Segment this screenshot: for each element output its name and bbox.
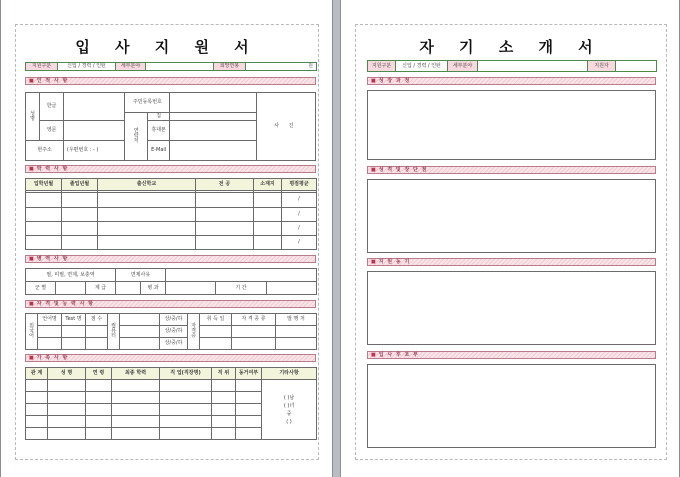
license-type-header: 자 격 종 류 [232,314,276,326]
note-line-male: ( )남 [283,394,295,401]
gpa-cell[interactable]: / [282,235,317,249]
family-table [25,367,317,440]
section-personal-label: 인 적 사 항 [36,78,69,84]
name-en-field[interactable] [63,121,125,141]
dept-value[interactable] [146,63,214,71]
branch-label: 군 별 [26,282,56,295]
computer-level-2[interactable]: 상/중/하 [160,326,188,338]
section-certs-label: 자 격 및 능 력 사 항 [36,301,94,307]
table-row [26,380,317,392]
resident-no-field[interactable] [170,93,256,113]
exempt-reason-label: 면제사유 [116,269,166,282]
application-top-bar [25,62,317,71]
growth-textarea[interactable] [367,90,656,160]
score-header: 점 수 [86,314,108,326]
period-label: 기 간 [216,282,266,295]
section-education [25,165,316,173]
family-header-age: 연 령 [86,368,112,380]
exempt-reason-field[interactable] [166,269,317,282]
section-education-label: 학 력 사 항 [36,166,69,172]
dept-value[interactable] [478,61,588,72]
section-growth [367,77,656,85]
lang-name-header: 언어명 [38,314,62,326]
salary-label: 희망연봉 [214,63,246,71]
note-line-extra: ( ) [286,418,292,425]
applicant-value[interactable] [616,61,657,72]
postal-field[interactable]: (우편번호 : - ) [63,141,125,161]
application-title: 입 사 지 원 서 [75,38,259,56]
gpa-cell[interactable]: / [282,207,317,221]
bullet-icon: ■ [371,259,377,265]
family-header-education: 최종 학력 [112,368,160,380]
name-ko-field[interactable] [63,93,125,121]
computer-field-1[interactable] [120,314,160,326]
home-phone-field[interactable] [170,113,256,121]
bullet-icon: ■ [371,352,377,358]
bullet-icon: ■ [29,78,35,84]
section-military [25,255,316,263]
service-type-field[interactable] [166,282,216,295]
resident-no-label: 주민등록번호 [125,93,170,113]
mobile-field[interactable] [170,121,256,141]
family-header-job: 직 업(직장명) [160,368,212,380]
education-table [25,178,317,250]
computer-field-2[interactable] [120,326,160,338]
applicant-label: 지원자 [588,61,616,72]
edu-header-graduation: 졸업년월 [62,179,98,191]
field-label: 지원구분 [26,63,58,71]
computer-field-3[interactable] [120,338,160,350]
rank-label: 계 급 [86,282,116,295]
name-label: 성 명 [26,93,40,141]
aspiration-textarea[interactable] [367,364,656,448]
service-type-label: 병 과 [141,282,166,295]
contact-label: 연 락 처 [125,113,147,161]
edu-header-school: 출신학교 [98,179,196,191]
military-table [25,268,317,295]
family-header-notes: 기타사항 [262,368,317,380]
issuer-header: 발 행 처 [276,314,317,326]
section-family-label: 가 족 사 항 [36,355,69,361]
self-intro-title: 자 기 소 개 서 [419,38,603,56]
salary-value[interactable]: 원 [246,63,317,71]
field-value[interactable]: 신입 / 경력 / 인턴 [58,63,116,71]
computer-label: 컴 퓨 터 [108,314,120,350]
family-header-relation: 관 계 [26,368,48,380]
photo-box[interactable]: 사 진 [256,93,315,161]
computer-level-3[interactable]: 상/중/하 [160,338,188,350]
email-label: E-Mail [147,141,169,161]
family-header-cohabit: 동거여부 [236,368,262,380]
lang-label: 외 국 어 [26,314,38,350]
section-family [25,354,316,362]
certs-table [25,313,317,350]
personality-textarea[interactable] [367,179,656,253]
bullet-icon: ■ [29,256,35,262]
section-aspiration-label: 입 사 후 포 부 [378,352,419,358]
dept-label: 세부분야 [448,61,478,72]
table-row [26,193,317,207]
section-motivation-label: 지 원 동 기 [378,259,411,265]
rank-field[interactable] [116,282,141,295]
section-aspiration [367,351,656,359]
section-personal [25,77,316,85]
dept-label: 세부분야 [116,63,146,71]
family-notes-cell[interactable] [262,380,317,440]
table-row [26,207,317,221]
email-field[interactable] [170,141,256,161]
name-en-label: 영문 [40,121,64,141]
bullet-icon: ■ [371,78,377,84]
license-label: 자 격 증 [188,314,200,350]
branch-field[interactable] [56,282,86,295]
edu-header-major: 전 공 [196,179,254,191]
gpa-cell[interactable]: / [282,221,317,235]
section-motivation [367,258,656,266]
section-growth-label: 성 장 과 정 [378,78,411,84]
field-label: 지원구분 [368,61,396,72]
gpa-cell[interactable]: / [282,193,317,207]
section-certs [25,300,316,308]
period-field[interactable] [266,282,316,295]
self-introduction-page [340,0,680,477]
address-label: 현주소 [26,141,64,161]
acquired-header: 취 득 일 [200,314,232,326]
motivation-textarea[interactable] [367,271,656,345]
edu-header-admission: 입학년월 [26,179,62,191]
personal-info-table [25,92,316,161]
edu-header-location: 소재지 [254,179,282,191]
military-status[interactable]: 필, 미필, 면제, 보충역 [26,269,116,282]
table-row [26,221,317,235]
note-line-middle: 중 [286,410,292,417]
test-name-header: Test 명 [62,314,86,326]
bullet-icon: ■ [29,166,35,172]
self-intro-top-bar [367,60,657,72]
edu-header-gpa: 평점평균 [282,179,317,191]
note-line-female: ( )녀 [283,402,295,409]
mobile-label: 휴대폰 [147,121,169,141]
section-personality [367,166,656,174]
application-form-page [0,0,333,477]
table-row [26,235,317,249]
bullet-icon: ■ [371,167,377,173]
family-header-name: 성 명 [48,368,86,380]
bullet-icon: ■ [29,301,35,307]
home-phone-label: 집 [147,113,169,121]
section-personality-label: 성 격 및 장 단 점 [378,167,428,173]
field-value[interactable]: 신입 / 경력 / 인턴 [396,61,448,72]
name-ko-label: 한글 [40,93,64,121]
computer-level-1[interactable]: 상/중/하 [160,314,188,326]
family-header-position: 직 위 [212,368,236,380]
section-military-label: 병 역 사 항 [36,256,69,262]
bullet-icon: ■ [29,355,35,361]
